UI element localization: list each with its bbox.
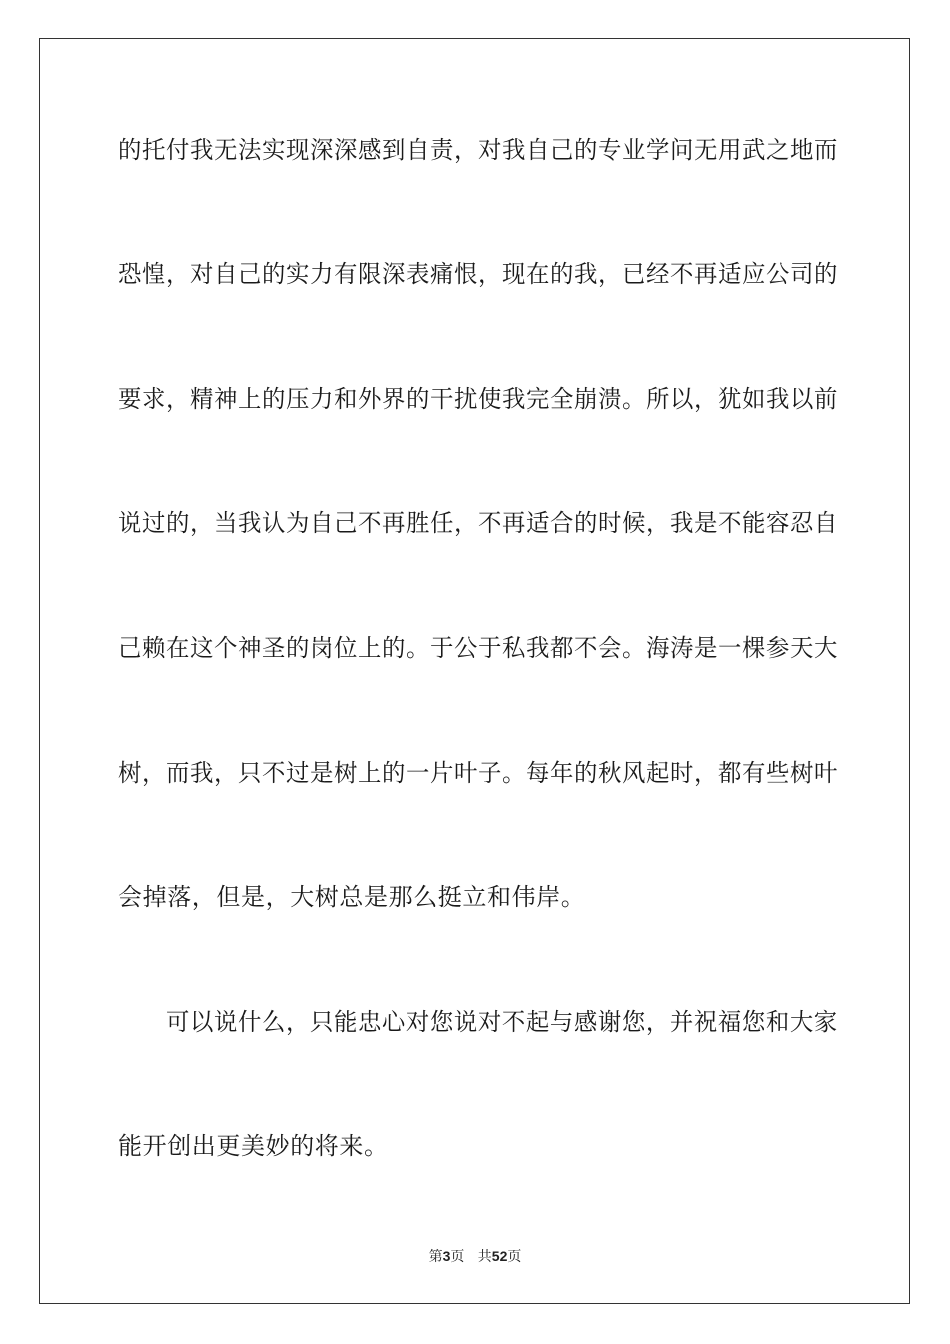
page-prefix: 第 (428, 1249, 443, 1265)
page-border (39, 38, 910, 1304)
page-footer (0, 1247, 950, 1266)
body-text-line-7: 会掉落，但是，大树总是那么挺立和伟岸。 (118, 883, 586, 911)
total-suffix: 页 (507, 1249, 522, 1265)
page-number: 3 (442, 1248, 451, 1264)
total-prefix: 共 (477, 1249, 492, 1265)
body-text-line-6: 树，而我，只不过是树上的一片叶子。每年的秋风起时，都有些树叶 (118, 759, 838, 787)
body-text-line-1: 的托付我无法实现深深感到自责，对我自己的专业学问无用武之地而 (118, 136, 838, 164)
body-text-line-8: 可以说什么，只能忠心对您说对不起与感谢您，并祝福您和大家 (166, 1008, 838, 1036)
body-text-line-4: 说过的，当我认为自己不再胜任，不再适合的时候，我是不能容忍自 (118, 509, 838, 537)
body-text-line-3: 要求，精神上的压力和外界的干扰使我完全崩溃。所以，犹如我以前 (118, 385, 838, 413)
page-suffix: 页 (450, 1249, 465, 1265)
body-text-line-9: 能开创出更美妙的将来。 (118, 1132, 389, 1160)
body-text-line-5: 己赖在这个神圣的岗位上的。于公于私我都不会。海涛是一棵参天大 (118, 634, 838, 662)
body-text-line-2: 恐惶，对自己的实力有限深表痛恨，现在的我，已经不再适应公司的 (118, 260, 838, 288)
total-pages: 52 (491, 1248, 508, 1264)
